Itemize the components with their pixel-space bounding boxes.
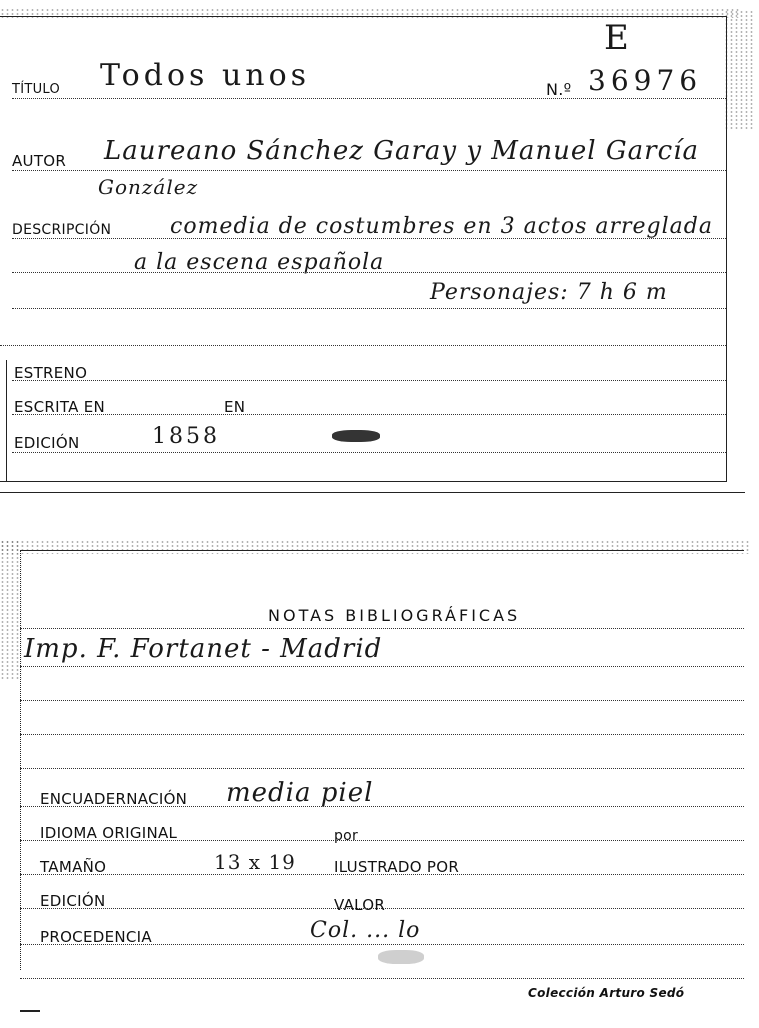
scan-noise-right: [724, 10, 754, 130]
tamano-label: TAMAÑO: [40, 858, 107, 876]
nota-line-1: Imp. F. Fortanet - Madrid: [24, 634, 383, 664]
catalog-card-front: [0, 0, 759, 495]
card-edge-line: [0, 492, 745, 493]
valor-label: VALOR: [334, 896, 386, 914]
coleccion-footer: Colección Arturo Sedó: [528, 986, 685, 1000]
descripcion-label: DESCRIPCIÓN: [12, 222, 112, 238]
notas-rule-3: [20, 700, 744, 701]
ilustrado-label: ILUSTRADO POR: [334, 858, 460, 876]
idioma-label: IDIOMA ORIGINAL: [40, 824, 178, 842]
edicion-value: 1858: [152, 424, 220, 449]
card-top-border: [0, 16, 726, 17]
descripcion-rule-3: [12, 308, 726, 309]
escrita-en-label: ESCRITA EN: [14, 398, 106, 416]
idioma-rule: [20, 840, 744, 841]
bottom-rule: [20, 978, 744, 979]
escrita-en-rule: [12, 414, 726, 415]
notas-rule-5: [20, 768, 744, 769]
titulo-value: Todos unos: [100, 58, 311, 93]
notas-rule-4: [20, 734, 744, 735]
edicion-label: EDICIÓN: [40, 892, 106, 910]
catalog-card-back: [0, 540, 759, 1028]
redaction-mark: [332, 430, 380, 442]
personajes-value: Personajes: 7 h 6 m: [430, 280, 668, 305]
edicion-label: EDICIÓN: [14, 434, 80, 452]
por-label: por: [334, 828, 359, 844]
encuadernacion-label: ENCUADERNACIÓN: [40, 790, 188, 808]
redaction-mark: [378, 950, 424, 964]
scan-noise-left: [0, 540, 22, 680]
card-right-border: [726, 16, 727, 482]
notas-heading: NOTAS BIBLIOGRÁFICAS: [268, 606, 521, 625]
titulo-rule: [12, 98, 726, 99]
encuadernacion-rule: [20, 806, 744, 807]
notas-rule-1: [20, 628, 744, 629]
tamano-value: 13 x 19: [214, 850, 296, 874]
scan-noise-top: [0, 540, 750, 554]
notas-rule-2: [20, 666, 744, 667]
card-bottom-border: [0, 481, 727, 482]
autor-value-line1: Laureano Sánchez Garay y Manuel García: [104, 136, 699, 166]
procedencia-value: Col. ... lo: [310, 918, 421, 943]
numero-label: N.º: [546, 80, 572, 99]
descripcion-rule-2: [12, 272, 726, 273]
numero-value: 36976: [588, 64, 703, 97]
card-left-border: [6, 360, 7, 482]
procedencia-label: PROCEDENCIA: [40, 928, 152, 946]
card-top-border: [20, 550, 744, 551]
descripcion-rule-4: [0, 345, 726, 346]
corner-mark: E: [604, 18, 630, 58]
en-label: EN: [224, 398, 246, 416]
tamano-rule: [20, 874, 744, 875]
titulo-label: TÍTULO: [12, 82, 61, 97]
descripcion-value-line1: comedia de costumbres en 3 actos arreglada: [170, 214, 713, 239]
estreno-label: ESTRENO: [14, 364, 88, 382]
descripcion-rule-1: [12, 238, 726, 239]
edge-mark: [20, 1010, 40, 1012]
edicion-rule: [20, 908, 744, 909]
procedencia-rule: [20, 944, 744, 945]
descripcion-value-line2: a la escena española: [134, 250, 385, 275]
estreno-rule: [12, 380, 726, 381]
card-left-border: [20, 550, 21, 970]
encuadernacion-value: media piel: [226, 778, 374, 808]
autor-value-line2: González: [98, 175, 199, 199]
edicion-rule: [12, 452, 726, 453]
autor-label: AUTOR: [12, 152, 67, 170]
autor-rule: [12, 170, 726, 171]
